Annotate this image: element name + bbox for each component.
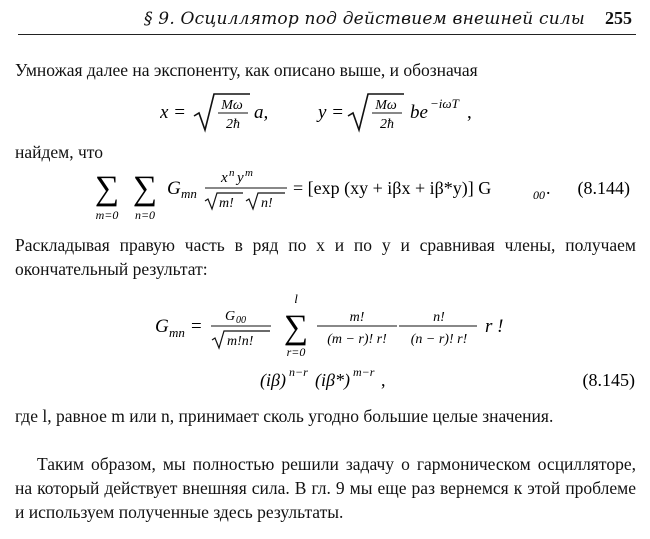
paragraph-intro: Умножая далее на экспоненту, как описано выше, и обозначая (15, 60, 478, 80)
eq145-G: G (155, 316, 169, 337)
eq144-den-m: m! (219, 196, 234, 211)
eq1-frac-num-1: Mω (221, 98, 243, 113)
eq145-sum-symbol: ∑ (283, 309, 309, 346)
eq1-comma: , (467, 102, 472, 123)
eq144-num-y: y (237, 170, 244, 186)
eq144-G: G (167, 178, 181, 199)
sum-symbol-2: ∑ (132, 170, 158, 207)
paragraph-where-l: где l, равное m или n, принимает сколь угодно большие целые значения. (15, 406, 554, 426)
paragraph-conclusion: Таким образом, мы полностью решили задачу о гармоническом осцилляторе, на который действует внешняя сила. В гл. 9 мы еще раз вернемся к этой проблеме и используем полученные здесь результаты. (15, 454, 636, 522)
equation-8-145 (155, 288, 640, 398)
eq145-line2-ibeta-star: (iβ*) (315, 370, 350, 390)
eq1-x-lhs: x = (160, 102, 187, 123)
eq145-frac3-den: (n − r)! r! (410, 332, 468, 347)
eq144-num-sup-n: n (229, 167, 235, 179)
sum-symbol-1: ∑ (95, 170, 120, 207)
eq1-exponent: −iωT (430, 96, 459, 111)
eq1-frac-den-2: 2ħ (380, 117, 394, 132)
equation-substitution (160, 88, 500, 138)
eq144-den-n: n! (261, 196, 273, 211)
eq145-frac1-num: G (225, 309, 236, 324)
paragraph-found: найдем, что (15, 142, 103, 162)
eq145-line2-comma: , (381, 370, 386, 390)
eq145-equals: = (191, 316, 202, 337)
eq144-num-sup-m: m (245, 167, 253, 179)
eq1-a: a, (254, 102, 269, 123)
eq144-rhs: = [exp (xy + iβx + iβ*y)] G (293, 178, 492, 198)
eq145-G-sub: mn (169, 325, 185, 340)
eq145-frac2-den: (m − r)! r! (327, 332, 387, 347)
eq1-frac-num-2: Mω (375, 98, 397, 113)
eq145-frac2-num: m! (349, 310, 365, 325)
eq144-num-x: x (221, 170, 228, 186)
equation-number-8-145: (8.145) (582, 370, 635, 390)
eq145-tail: r ! (485, 316, 504, 337)
eq145-frac1-den: m!n! (227, 334, 254, 349)
page-number: 255 (605, 8, 632, 28)
eq144-rhs-end: . (546, 178, 551, 198)
eq1-y-lhs: y = (318, 102, 345, 123)
eq145-line2-sup1: n−r (289, 365, 308, 379)
eq145-line2-ibeta: (iβ) (260, 370, 286, 390)
equation-8-144 (95, 163, 640, 225)
paragraph-expansion: Раскладывая правую часть в ряд по x и по y и сравнивая члены, получаем окончательный результат: (15, 235, 636, 279)
eq145-sum-lower: r=0 (286, 345, 306, 359)
eq145-line2-sup2: m−r (353, 365, 375, 379)
eq144-G-sub: mn (181, 186, 197, 201)
header-title: § 9. Осциллятор под действием внешней силы (144, 9, 585, 29)
eq1-be: be (410, 102, 428, 123)
eq145-frac1-num-sub: 00 (236, 315, 246, 326)
eq1-frac-den-1: 2ħ (226, 117, 240, 132)
equation-number-8-144: (8.144) (577, 178, 630, 198)
eq145-sum-upper: l (294, 291, 298, 306)
eq145-frac3-num: n! (433, 310, 445, 325)
eq144-rhs-sub: 00 (533, 188, 545, 202)
sum1-lower-limit: m=0 (95, 208, 119, 222)
sum2-lower-limit: n=0 (134, 208, 156, 222)
running-header (18, 8, 636, 35)
